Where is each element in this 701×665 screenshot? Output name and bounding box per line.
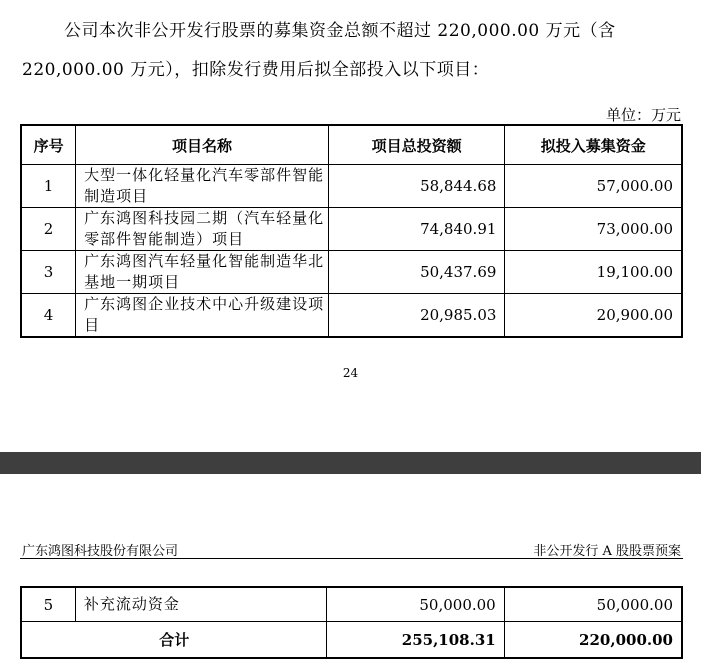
intro-paragraph xyxy=(22,12,686,90)
row-total: 50,000.00 xyxy=(327,587,504,622)
row-raise: 73,000.00 xyxy=(505,208,682,251)
row-no: 5 xyxy=(21,587,75,622)
intro-line-2: 220,000.00 万元），扣除发行费用后拟全部投入以下项目： xyxy=(22,60,490,80)
table-row xyxy=(21,294,682,338)
table-row xyxy=(21,587,682,622)
row-name: 广东鸿图企业技术中心升级建设项目 xyxy=(76,294,329,338)
row-raise: 20,900.00 xyxy=(505,294,682,338)
row-name: 广东鸿图汽车轻量化智能制造华北基地一期项目 xyxy=(76,251,329,294)
header-rule xyxy=(20,558,683,559)
table-row xyxy=(21,208,682,251)
row-no: 4 xyxy=(21,294,76,338)
row-name: 补充流动资金 xyxy=(75,587,327,622)
total-investment: 255,108.31 xyxy=(327,622,504,659)
page-number: 24 xyxy=(342,366,359,380)
row-no: 1 xyxy=(21,165,76,208)
table-header-row xyxy=(21,125,682,165)
header-name: 项目名称 xyxy=(76,125,329,165)
row-no: 2 xyxy=(21,208,76,251)
header-no: 序号 xyxy=(21,125,76,165)
running-header-company: 广东鸿图科技股份有限公司 xyxy=(22,544,179,559)
document-page-2 xyxy=(0,474,701,665)
unit-label: 单位：万元 xyxy=(605,106,681,124)
running-header-doc-title: 非公开发行 A 股股票预案 xyxy=(533,544,681,559)
projects-table-continued xyxy=(20,586,683,659)
table-row xyxy=(21,251,682,294)
total-row xyxy=(21,622,682,659)
table-row xyxy=(21,165,682,208)
row-no: 3 xyxy=(21,251,76,294)
row-name: 大型一体化轻量化汽车零部件智能制造项目 xyxy=(76,165,329,208)
projects-table xyxy=(20,124,683,338)
page-separator xyxy=(0,452,701,474)
row-total: 74,840.91 xyxy=(328,208,505,251)
row-total: 20,985.03 xyxy=(328,294,505,338)
row-name: 广东鸿图科技园二期（汽车轻量化零部件智能制造）项目 xyxy=(76,208,329,251)
total-label: 合计 xyxy=(21,622,327,659)
row-total: 50,437.69 xyxy=(328,251,505,294)
row-raise: 19,100.00 xyxy=(505,251,682,294)
row-raise: 50,000.00 xyxy=(504,587,682,622)
total-raise: 220,000.00 xyxy=(504,622,682,659)
header-raise: 拟投入募集资金 xyxy=(505,125,682,165)
row-total: 58,844.68 xyxy=(328,165,505,208)
intro-line-1: 公司本次非公开发行股票的募集资金总额不超过 220,000.00 万元（含 xyxy=(64,21,616,41)
row-raise: 57,000.00 xyxy=(505,165,682,208)
header-total: 项目总投资额 xyxy=(328,125,505,165)
